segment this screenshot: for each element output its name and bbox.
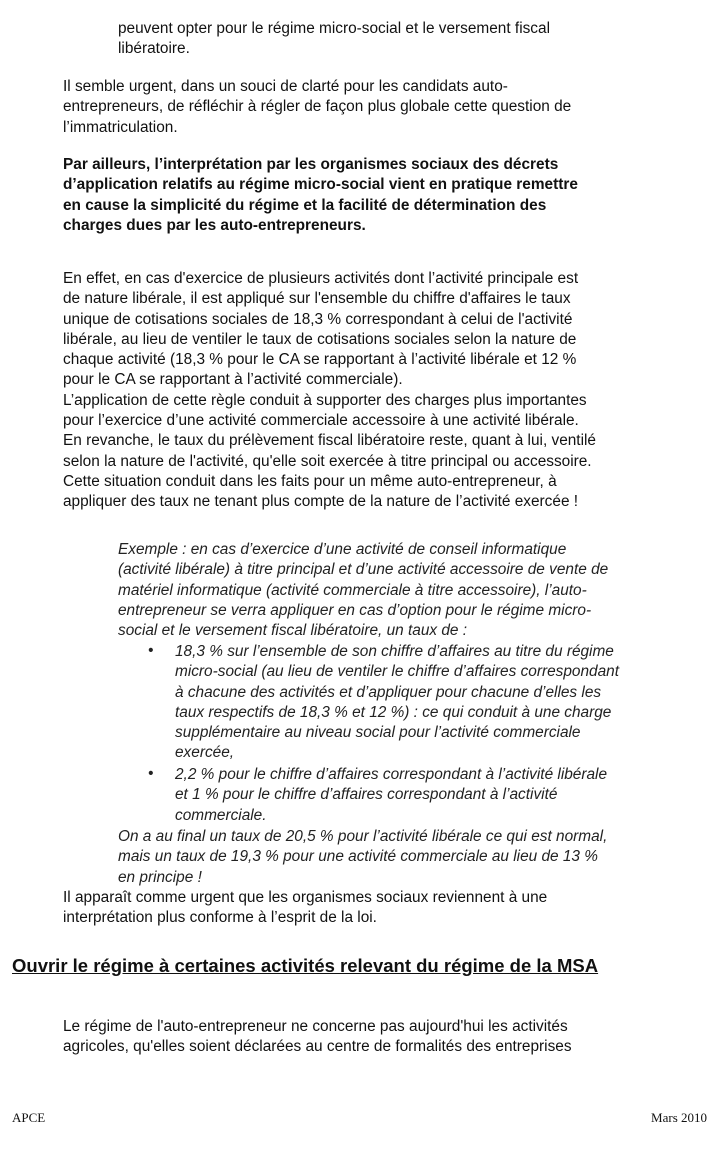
text-line: micro-social (au lieu de ventiler le chiffre d’affaires correspondant <box>175 663 619 681</box>
text-line: Il semble urgent, dans un souci de clarté pour les candidats auto- <box>63 78 508 95</box>
text-line: libérale, au lieu de ventiler le taux de cotisations sociales selon la nature de <box>63 330 577 348</box>
text-line: libératoire. <box>118 40 190 58</box>
bullet-item-1 <box>148 642 619 764</box>
text-line: d’application relatifs au régime micro-social vient en pratique remettre <box>63 176 578 194</box>
text-line: Cette situation conduit dans les faits pour un même auto-entrepreneur, à <box>63 472 557 490</box>
text-line: de nature libérale, il est appliqué sur l'ensemble du chiffre d'affaires le taux <box>63 290 571 308</box>
text-line: en cause la simplicité du régime et la facilité de détermination des <box>63 196 547 214</box>
text-line: peuvent opter pour le régime micro-social et le versement fiscal <box>118 20 550 37</box>
text-line: charges dues par les auto-entrepreneurs. <box>63 216 366 234</box>
example-block <box>118 540 608 641</box>
text-line: matériel informatique (activité commerciale à titre accessoire), l’auto- <box>118 581 587 599</box>
text-line: l’immatriculation. <box>63 118 178 136</box>
text-line: appliquer des taux ne tenant plus compte de la nature de l’activité exercée ! <box>63 493 579 511</box>
footer-date: Mars 2010 <box>651 1110 707 1125</box>
paragraph-bold-emphasis <box>63 155 578 236</box>
text-line: interprétation plus conforme à l’esprit de la loi. <box>63 909 377 927</box>
text-line: social et le versement fiscal libératoire, un taux de : <box>118 622 468 640</box>
text-line: Exemple : en cas d’exercice d’une activité de conseil informatique <box>118 541 567 558</box>
text-line: En revanche, le taux du prélèvement fiscal libératoire reste, quant à lui, ventilé <box>63 432 596 450</box>
paragraph-en-effet <box>63 269 596 513</box>
text-line: pour l’exercice d’une activité commerciale accessoire à une activité libérale. <box>63 412 579 430</box>
footer-organization: APCE <box>12 1110 46 1125</box>
text-line: (activité libérale) à titre principal et d’une activité accessoire de vente de <box>118 561 609 579</box>
text-line: mais un taux de 19,3 % pour une activité commerciale au lieu de 13 % <box>118 848 598 866</box>
text-line: agricoles, qu'elles soient déclarées au centre de formalités des entreprises <box>63 1038 572 1056</box>
paragraph-urgent <box>63 77 571 138</box>
paragraph-apparait <box>63 888 547 929</box>
text-line: 18,3 % sur l’ensemble de son chiffre d’affaires au titre du régime <box>175 643 614 660</box>
text-line: unique de cotisations sociales de 18,3 % correspondant à celui de l'activité <box>63 310 573 328</box>
text-line: à chacune des activités et d’appliquer pour chacune d’elles les <box>175 683 602 701</box>
text-line: commerciale. <box>175 806 267 824</box>
text-line: taux respectifs de 18,3 % et 12 %) : ce qui conduit à une charge <box>175 703 612 721</box>
text-line: On a au final un taux de 20,5 % pour l’activité libérale ce qui est normal, <box>118 828 608 845</box>
text-line: selon la nature de l'activité, qu'elle soit exercée à titre principal ou accessoire. <box>63 452 592 470</box>
text-line: Par ailleurs, l’interprétation par les organismes sociaux des décrets <box>63 156 559 173</box>
bullet-icon: • <box>148 642 154 659</box>
text-line: 2,2 % pour le chiffre d’affaires correspondant à l’activité libérale <box>175 766 608 783</box>
text-line: et 1 % pour le chiffre d’affaires correspondant à l’activité <box>175 786 558 804</box>
text-line: En effet, en cas d'exercice de plusieurs activités dont l’activité principale est <box>63 270 579 287</box>
example-conclusion <box>118 827 607 888</box>
text-line: chaque activité (18,3 % pour le CA se rapportant à l’activité libérale et 12 % <box>63 351 577 369</box>
paragraph-continued <box>118 19 550 60</box>
text-line: Il apparaît comme urgent que les organismes sociaux reviennent à une <box>63 889 548 906</box>
text-line: exercée, <box>175 744 235 762</box>
section-heading: Ouvrir le régime à certaines activités relevant du régime de la MSA <box>12 955 599 976</box>
paragraph-msa <box>63 1017 572 1058</box>
text-line: entrepreneurs, de réfléchir à régler de façon plus globale cette question de <box>63 98 572 116</box>
text-line: entrepreneur se verra appliquer en cas d’option pour le régime micro- <box>118 601 592 619</box>
text-line: pour le CA se rapportant à l’activité commerciale). <box>63 371 403 389</box>
text-line: L’application de cette règle conduit à supporter des charges plus importantes <box>63 391 587 409</box>
text-line: supplémentaire au niveau social pour l’activité commerciale <box>175 724 581 742</box>
text-line: Le régime de l'auto-entrepreneur ne concerne pas aujourd'hui les activités <box>63 1018 568 1035</box>
text-line: en principe ! <box>118 868 202 886</box>
bullet-item-2 <box>148 765 608 826</box>
bullet-icon: • <box>148 765 154 782</box>
